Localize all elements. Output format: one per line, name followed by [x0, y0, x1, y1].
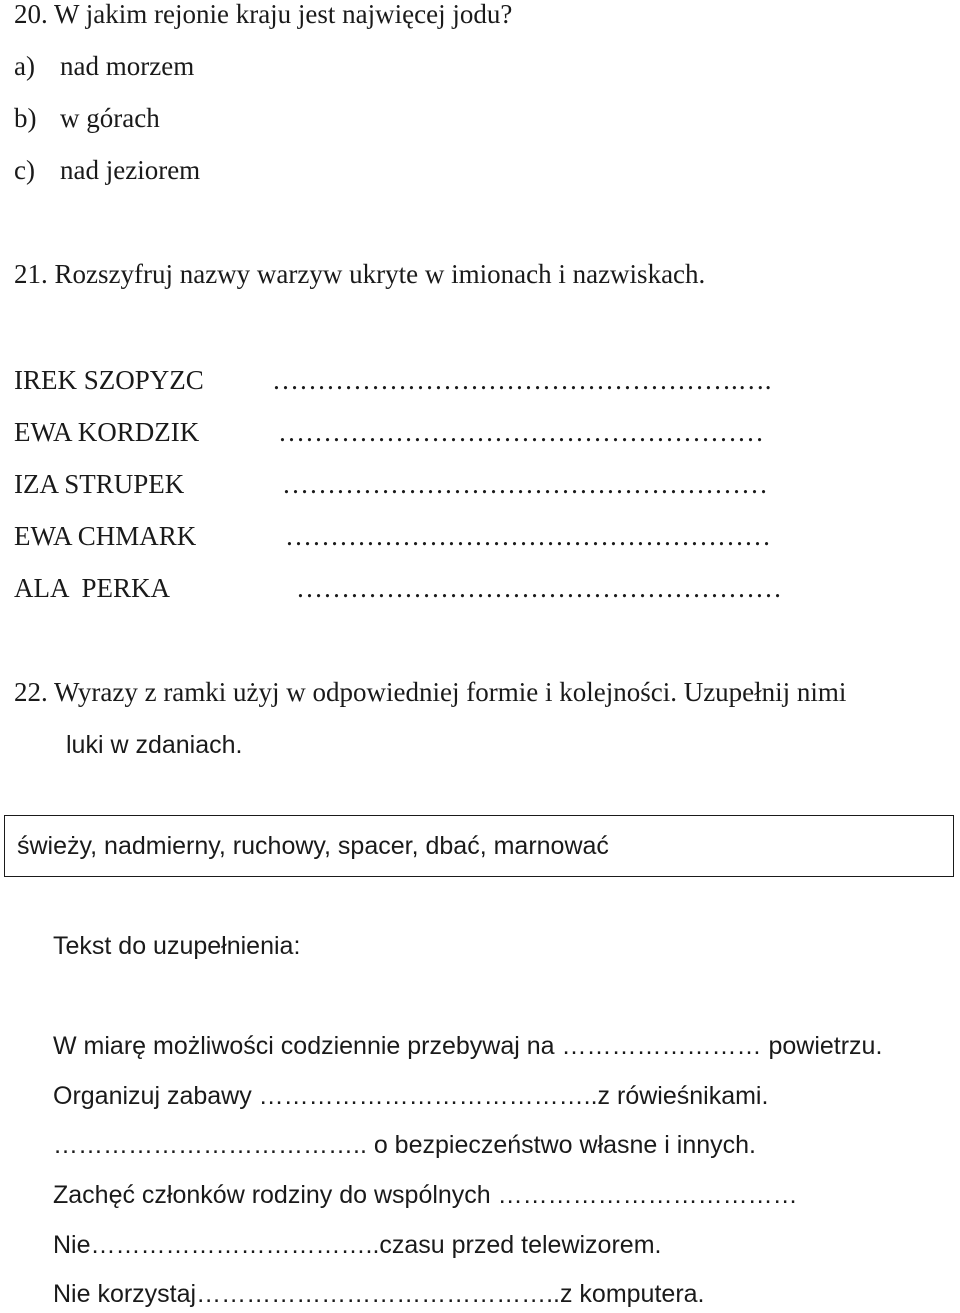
- question-21-title: 21. Rozszyfruj nazwy warzyw ukryte w imionach i nazwiskach.: [14, 259, 706, 289]
- answer-blank-1: …………………………………………….….: [272, 365, 772, 395]
- text-heading: Tekst do uzupełnienia:: [53, 932, 301, 960]
- sentence-3: ……………………………….. o bezpieczeństwo własne i innych.: [53, 1131, 756, 1159]
- answer-blank-4: ………………………………………………: [285, 521, 771, 551]
- option-a-letter: a): [14, 51, 35, 81]
- sentence-1: W miarę możliwości codziennie przebywaj na …………………… powietrzu.: [53, 1032, 883, 1060]
- sentence-4: Zachęć członków rodziny do wspólnych ………………………………: [53, 1181, 798, 1209]
- scrambled-name-4: EWA CHMARK: [14, 521, 197, 551]
- option-c-letter: c): [14, 155, 35, 185]
- answer-blank-2: ………………………………………………: [278, 417, 764, 447]
- word-box: [4, 815, 954, 877]
- question-20-title: 20. W jakim rejonie kraju jest najwięcej jodu?: [14, 0, 513, 29]
- option-a-text: nad morzem: [60, 51, 195, 81]
- scrambled-name-1: IREK SZOPYZC: [14, 365, 204, 395]
- scrambled-name-2: EWA KORDZIK: [14, 417, 200, 447]
- answer-blank-5: ………………………………………………: [296, 573, 782, 603]
- answer-blank-3: ………………………………………………: [282, 469, 768, 499]
- word-box-text: świeży, nadmierny, ruchowy, spacer, dbać, marnować: [17, 832, 609, 860]
- sentence-5: Nie……………………………..czasu przed telewizorem.: [53, 1231, 662, 1259]
- question-22-title-line1: 22. Wyrazy z ramki użyj w odpowiedniej formie i kolejności. Uzupełnij nimi: [14, 677, 847, 707]
- scrambled-name-5: ALA PERKA: [14, 573, 171, 603]
- option-b-text: w górach: [60, 103, 160, 133]
- sentence-6: Nie korzystaj……………………………………..z komputera.: [53, 1280, 705, 1308]
- sentence-2: Organizuj zabawy …………………………………..z rówieśnikami.: [53, 1082, 769, 1110]
- option-b-letter: b): [14, 103, 37, 133]
- question-22-title-line2: luki w zdaniach.: [66, 731, 243, 759]
- option-c-text: nad jeziorem: [60, 155, 201, 185]
- scrambled-name-3: IZA STRUPEK: [14, 469, 185, 499]
